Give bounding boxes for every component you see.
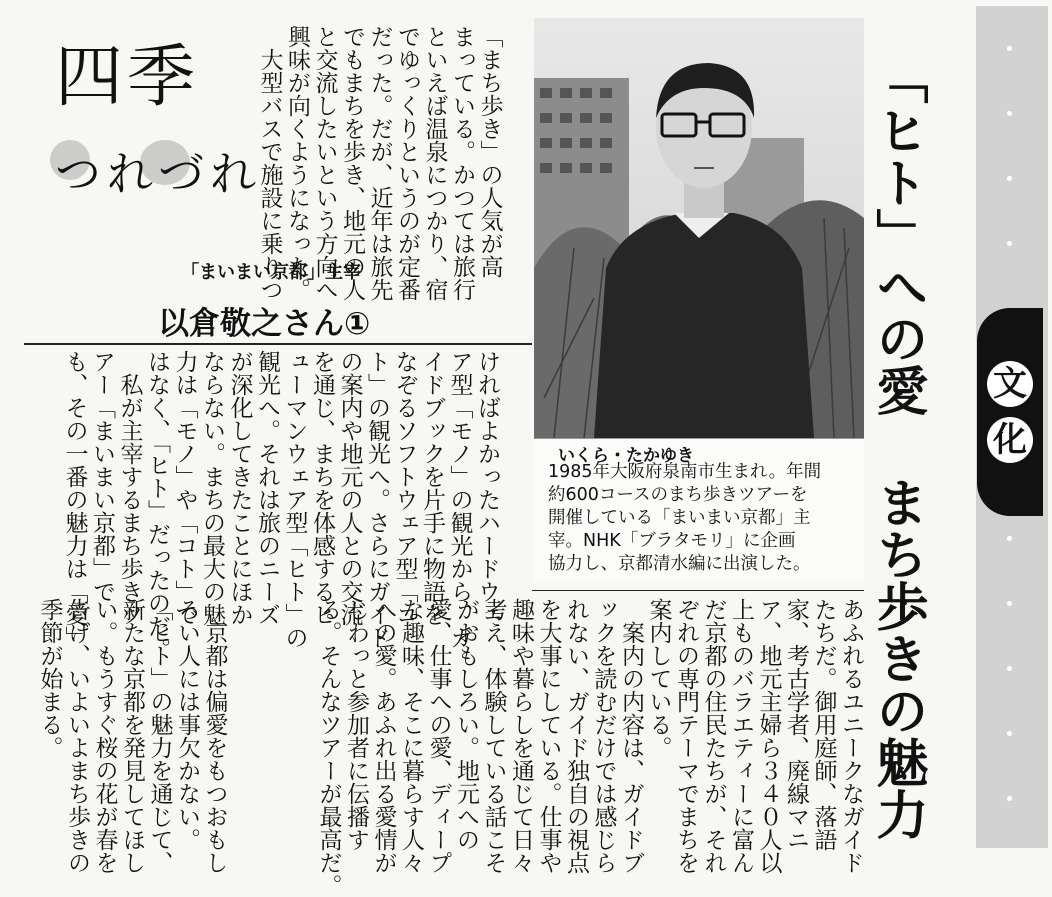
caption-line: 協力し、京都清水編に出演した。: [548, 554, 811, 574]
caption-line: 約600コースのまち歩きツアーを: [548, 485, 808, 505]
headline: 「ヒト」への愛 まち歩きの魅力: [867, 52, 927, 840]
article-text-block: ければよかったハードウェ ア型「モノ」の観光から、ガ イドブックを片手に物語を なぞるソフトウェア型「コ ト」の観光へ。さらにガイド の案内や地元の人との交流 を通じ、まちを体感するヒ ューマンウェア型「ヒト」の 観光へ。それは旅のニーズ が深化してきたことにほか ならない。まちの最大の魅 力は「モノ」や「コト」で はなく、「ヒト」だったのだ。 私が主宰するまち歩きツ アー「まいまい京都」で も、その一番の魅力は「愛」: [61, 350, 500, 661]
column-logo-title: 四季: [55, 38, 200, 117]
caption-line: 宰。NHK「ブラタモリ」に企画: [548, 531, 796, 551]
author-name: 以倉敬之さん①: [158, 306, 371, 342]
divider: [532, 590, 864, 591]
column-logo-subtitle: つれづれ: [55, 147, 263, 201]
section-label-char: 化: [987, 417, 1033, 463]
section-label: [977, 308, 1043, 516]
caption-line: 開催している「まいまい京都」主: [548, 508, 811, 528]
caption-name: いくら・たかゆき: [558, 446, 694, 466]
article-text-block: 京都は偏愛をもつおもし ろい人には事欠かない。 「ヒト」の魅力を通じて、 新たな京都を発見してほし い。もうすぐ桜の花が春を 告げ、いよいよまち歩きの 季節が始まる。: [36, 598, 228, 874]
section-label-char: 文: [987, 361, 1033, 407]
article-text-block: 「まち歩き」の人気が高 まっている。かつては旅行 といえば温泉につかり、宿 でゆっくりというのが定番 だった。だが、近年は旅先 でもまちを歩き、地元の人 と交流したいという方向へ 興味が向くようになった。 大型バスで施設に乗りつ: [256, 25, 503, 301]
caption-line: 1985年大阪府泉南市生まれ。年間: [548, 462, 822, 482]
divider: [24, 343, 532, 345]
article-text-block: あふれるユニークなガイド たちだ。御用庭師、落語 家、考古学者、廃線マニ ア、地元主婦ら３４０人以 上ものバラエティーに富ん だ京都の住民たちが、それ ぞれの専門テーマでまちを 案内している。 案内の内容は、ガイドブ ックを読むだけでは感じら れない、ガイド独自の視点 を大事にしている。仕事や 趣味や暮らしを通じて日々 考え、体験している話こそ がおもしろい。地元への 愛、仕事への愛、ディープ な趣味、そこに暮らす人々 への愛。あふれ出る愛情が じわっと参加者に伝播す る。そんなツアーが最高だ。: [315, 598, 864, 897]
author-org: 「まいまい京都」主宰: [181, 262, 361, 283]
portrait-photo: [534, 18, 864, 438]
